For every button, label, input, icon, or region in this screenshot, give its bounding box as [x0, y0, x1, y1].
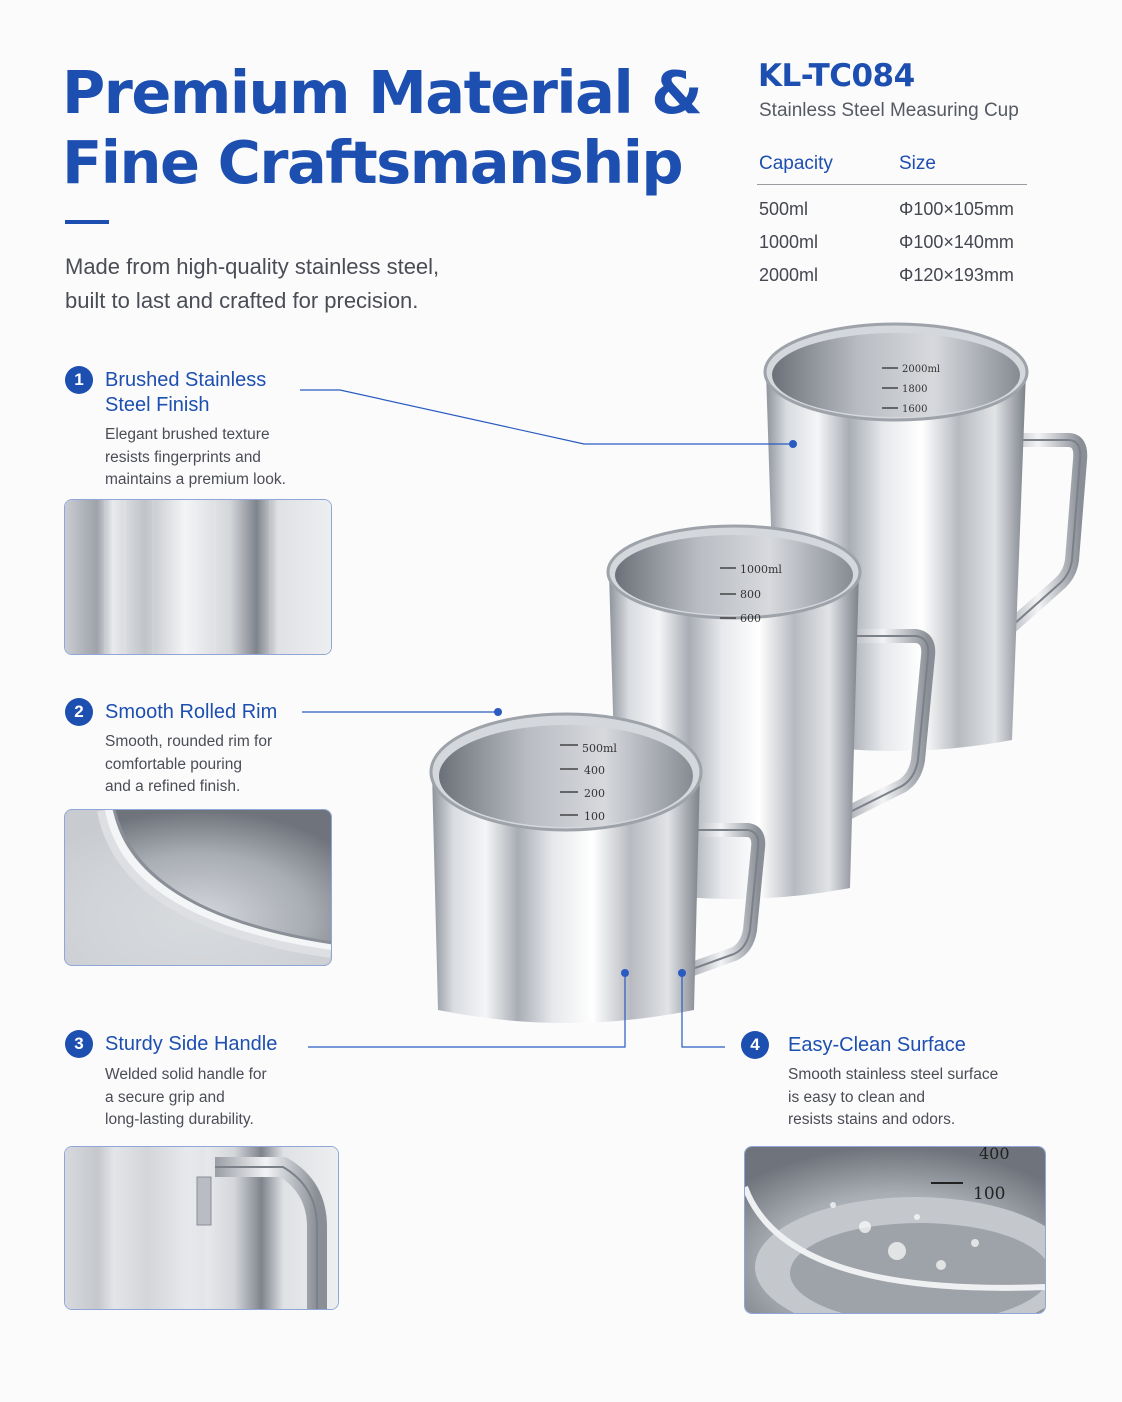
feature-4-title-line-1: Easy-Clean Surface — [788, 1034, 966, 1056]
feature-1-desc-line: resists fingerprints and — [105, 448, 261, 466]
cup-1000-mark-1: 1000ml — [740, 563, 782, 576]
feature-4-number: 4 — [741, 1031, 769, 1059]
feature-2-title-line-1: Smooth Rolled Rim — [105, 701, 278, 723]
spec-size: Φ100×105mm — [899, 198, 1014, 219]
closeup-mark-400: 400 — [979, 1147, 1010, 1163]
feature-2-closeup-image — [64, 809, 332, 966]
feature-2-description — [105, 731, 272, 799]
cup-2000-mark-3: 1600 — [902, 404, 928, 415]
spec-header-capacity: Capacity — [757, 150, 897, 185]
feature-2-number: 2 — [65, 698, 93, 726]
feature-3-desc-line: Welded solid handle for — [105, 1066, 267, 1083]
feature-3-desc-line: a secure grip and — [105, 1088, 225, 1106]
feature-4-description — [788, 1064, 998, 1132]
feature-3-number: 3 — [65, 1030, 93, 1058]
easy-clean-surface-image — [745, 1147, 1045, 1313]
intro-line-2: built to last and crafted for precision. — [65, 288, 419, 313]
callout-dot-4 — [678, 969, 686, 977]
cup-500-mark-3: 200 — [584, 787, 605, 800]
spec-capacity: 2000ml — [759, 264, 819, 285]
feature-2-title — [105, 700, 277, 725]
feature-3-title — [105, 1032, 277, 1057]
spec-size: Φ100×140mm — [899, 231, 1014, 252]
cup-2000-mark-2: 1800 — [902, 384, 928, 395]
feature-3-title-line-1: Sturdy Side Handle — [105, 1033, 278, 1055]
cup-2000-mark-1: 2000ml — [902, 364, 941, 375]
feature-3-desc-line: long-lasting durability. — [105, 1111, 254, 1128]
spec-size: Φ120×193mm — [899, 264, 1014, 285]
feature-4-desc-line: is easy to clean and — [788, 1088, 926, 1106]
feature-4-desc-line: Smooth stainless steel surface — [788, 1066, 999, 1083]
feature-1-title — [105, 368, 266, 418]
feature-3-description — [105, 1064, 267, 1132]
callout-line-1 — [300, 390, 792, 444]
callout-dot-2 — [494, 708, 502, 716]
callout-dot-1 — [789, 440, 797, 448]
feature-2-desc-line: comfortable pouring — [105, 755, 242, 773]
headline-line-2: Fine Craftsmanship — [62, 128, 683, 197]
feature-4-closeup-image — [744, 1146, 1046, 1314]
feature-1-desc-line: maintains a premium look. — [105, 471, 286, 488]
intro-line-1: Made from high-quality stainless steel, — [65, 254, 440, 279]
rolled-rim-image — [65, 810, 331, 965]
feature-1-title-line-1: Brushed Stainless — [105, 369, 267, 391]
spec-header-size: Size — [897, 150, 1027, 185]
feature-1-closeup-image — [64, 499, 332, 655]
cup-500-mark-1: 500ml — [582, 742, 617, 755]
feature-4-title — [788, 1033, 966, 1058]
cup-1000-mark-2: 800 — [740, 588, 761, 601]
feature-2-desc-line: Smooth, rounded rim for — [105, 733, 273, 750]
product-name: Stainless Steel Measuring Cup — [759, 100, 1019, 121]
brushed-texture-image — [65, 500, 331, 654]
callout-dot-3 — [621, 969, 629, 977]
model-number: KL-TC084 — [758, 58, 915, 94]
cup-500-mark-4: 100 — [584, 810, 605, 823]
headline-line-1: Premium Material & — [62, 58, 702, 127]
feature-4-desc-line: resists stains and odors. — [788, 1111, 956, 1128]
closeup-mark-100: 100 — [973, 1184, 1006, 1204]
feature-3-closeup-image — [64, 1146, 339, 1310]
cup-1000-mark-3: 600 — [740, 612, 761, 625]
side-handle-image — [65, 1147, 338, 1309]
feature-1-number: 1 — [65, 366, 93, 394]
feature-1-description — [105, 424, 286, 492]
feature-2-desc-line: and a refined finish. — [105, 778, 241, 795]
feature-1-title-line-2: Steel Finish — [105, 394, 210, 416]
spec-capacity: 1000ml — [759, 231, 819, 252]
cup-500-mark-2: 400 — [584, 764, 605, 777]
feature-1-desc-line: Elegant brushed texture — [105, 426, 270, 443]
spec-capacity: 500ml — [759, 198, 809, 219]
